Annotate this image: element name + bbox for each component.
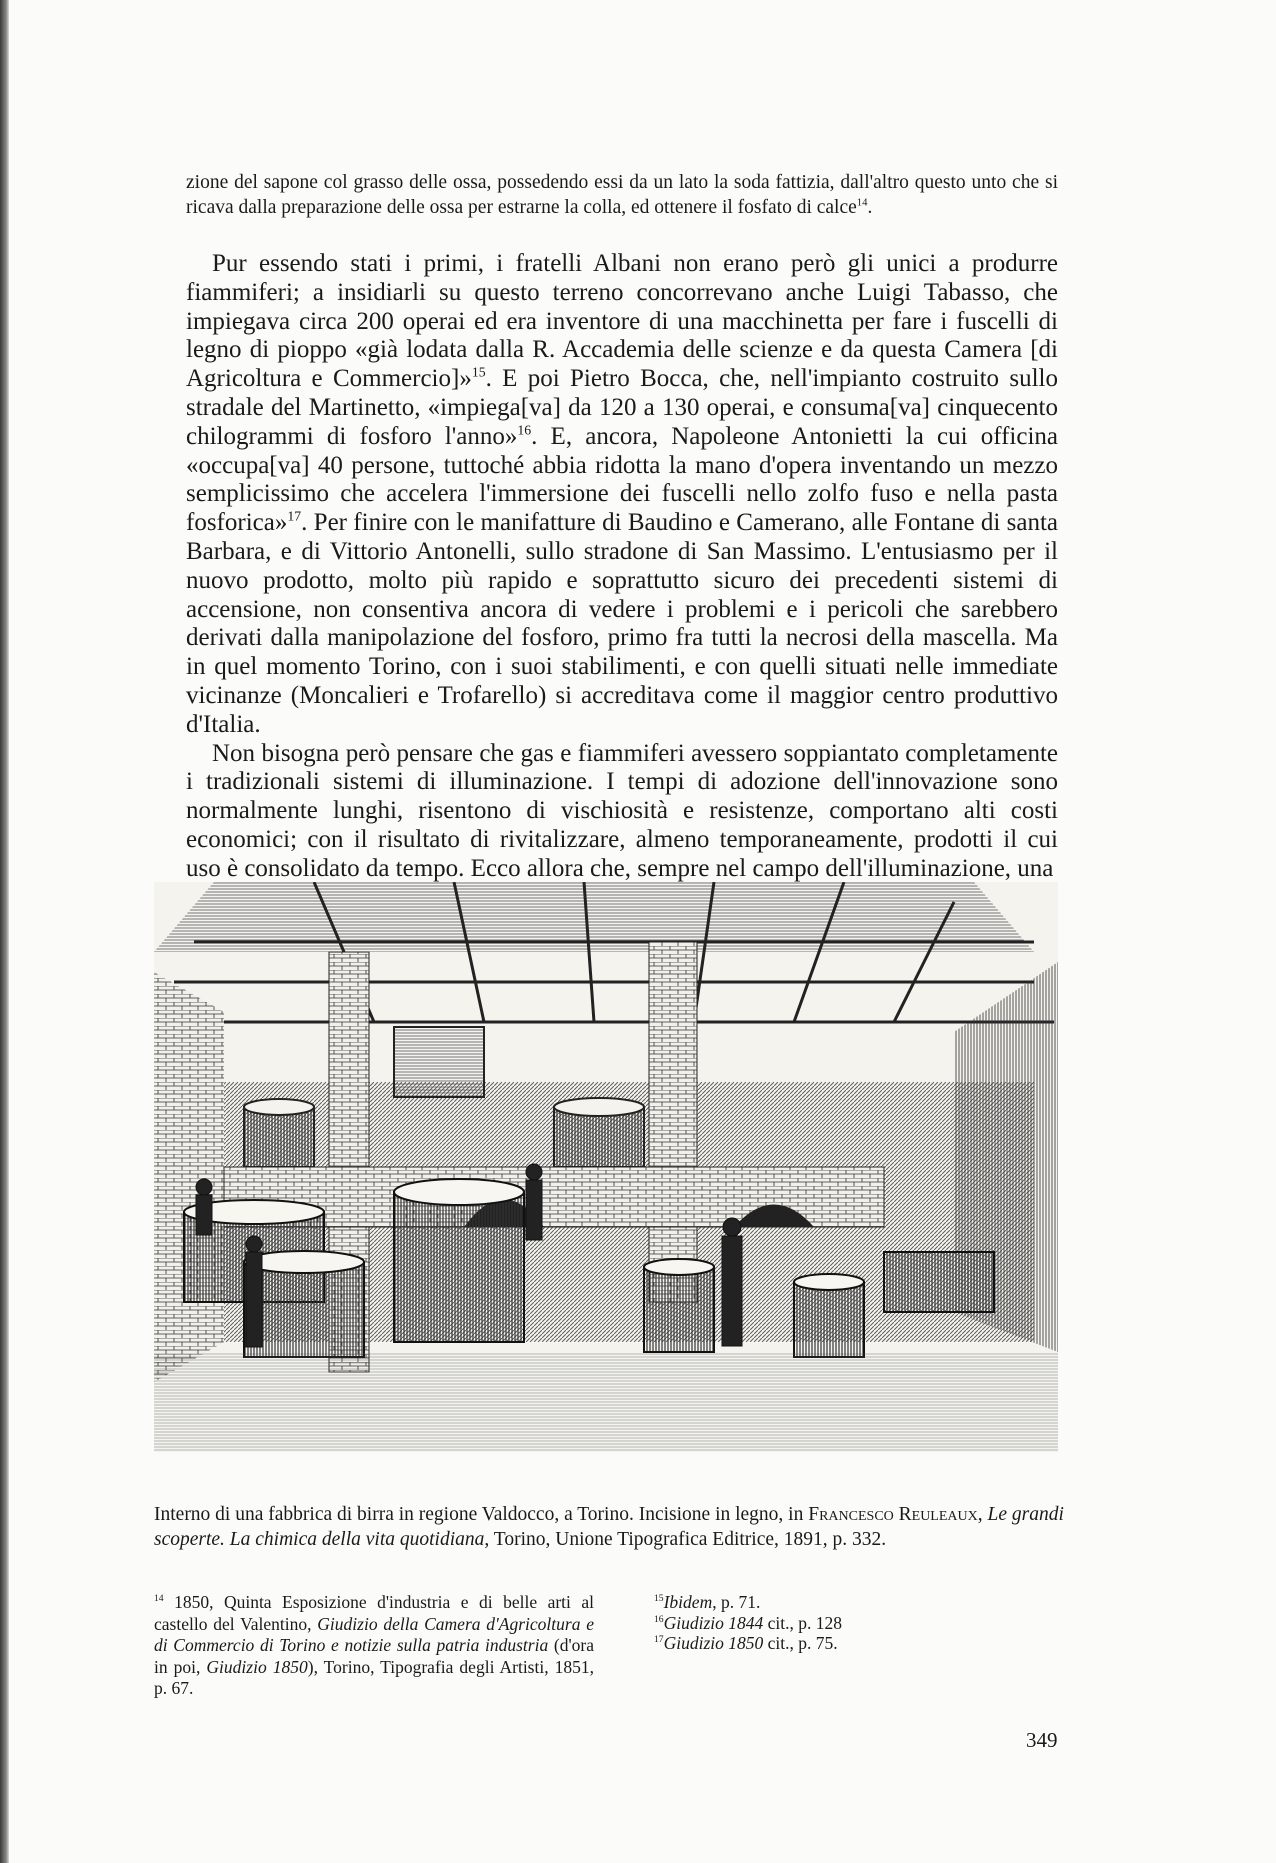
footnote-ref-17[interactable]: 17	[287, 508, 302, 524]
footnotes-right	[622, 1592, 922, 1654]
footnote-15: $^{15}$Ibidem, p. 71.	[654, 1592, 761, 1612]
footnote-17: $^{17}$Giudizio 1850 cit., p. 75.	[654, 1633, 838, 1653]
footnote-16: $^{16}$Giudizio 1844 cit., p. 128	[654, 1612, 843, 1633]
footnote-ref-14[interactable]: 14	[856, 196, 868, 209]
footnote-14: $^{14}$ 1850, Quinta Esposizione d'industria e di belle arti al castello del Valentino, Giudizio della Camera d'Agricoltura e di Commercio di Torino e notizie sulla patria industria (d'ora in poi, Giudizio 1850), Torino, Tipografia degli Artisti, 1851, p. 67.	[154, 1592, 594, 1698]
caption-title: Le grandi scoperte. La chimica della vita quotidiana	[154, 1504, 1064, 1550]
caption-author: Francesco Reuleaux	[808, 1504, 978, 1525]
page-number: 349	[1026, 1728, 1058, 1752]
brewery-engraving	[154, 882, 1058, 1452]
scan-edge	[0, 0, 9, 1863]
footnote-ref-16[interactable]: 16	[517, 422, 532, 438]
main-text	[186, 250, 1058, 884]
engraving-illustration	[154, 882, 1058, 1452]
paragraph-lighting: Non bisogna però pensare che gas e fiammiferi avessero soppiantato completamente i tradizionali sistemi di illuminazione. I tempi di adozione dell'innovazione sono normalmente lunghi, risentono di vischiosità e resistenze, comportano alti costi economici; con il risultato di rivitalizzare, almeno temporaneamente, prodotti il cui uso è consolidato da tempo. Ecco allora che, sempre nel campo dell'illuminazione, una	[186, 739, 1058, 882]
paragraph-matches: Pur essendo stati i primi, i fratelli Albani non erano però gli unici a produrre fiammiferi; a insidiarli su questo terreno concorrevano anche Luigi Tabasso, che impiegava circa 200 operai ed era inventore di una macchinetta per fare i fuscelli di legno di pioppo «già lodata dalla R. Accademia delle scienze e da questa Camera [di Agricoltura e Commercio]»$^{15}$. E poi Pietro Bocca, che, nell'impianto costruito sullo stradale del Martinetto, «impiega[va] da 120 a 130 operai, e consuma[va] cinquecento chilogrammi di fosforo l'anno»$^{16}$. E, ancora, Napoleone Antonietti la cui officina «occupa[va] 40 persone, tuttoché abbia ridotta la mano d'opera inventando un mezzo semplicissimo che accelera l'immersione dei fuscelli nello zolfo fuso e nella pasta fosforica»$^{17}$. Per finire con le manifatture di Baudino e Camerano, alle Fontane di santa Barbara, e di Vittorio Antonelli, sullo stradone di San Massimo. L'entusiasmo per il nuovo prodotto, molto più rapido e soprattutto sicuro dei precedenti sistemi di accensione, non consentiva ancora di vedere i problemi e i pericoli che sarebbero derivati dalla manipolazione del fosforo, primo fra tutti la necrosi della mascella. Ma in quel momento Torino, con i suoi stabilimenti, e con quelli situati nelle immediate vicinanze (Moncalieri e Trofarello) si accreditava come il maggior centro produttivo d'Italia.	[186, 250, 1059, 738]
carryover-paragraph: zione del sapone col grasso delle ossa, possedendo essi da un lato la soda fattizia, dall'altro questo unto che si ricava dalla preparazione delle ossa per estrarne la colla, ed ottenere il fosfato di calce$^{14}$.	[186, 172, 1058, 218]
footnote-ref-15[interactable]: 15	[471, 364, 486, 380]
figure-caption: Interno di una fabbrica di birra in regione Valdocco, a Torino. Incisione in legno, in Francesco Reuleaux, Le grandi scoperte. La chimica della vita quotidiana, Torino, Unione Tipografica Editrice, 1891, p. 332.	[154, 1504, 1064, 1550]
